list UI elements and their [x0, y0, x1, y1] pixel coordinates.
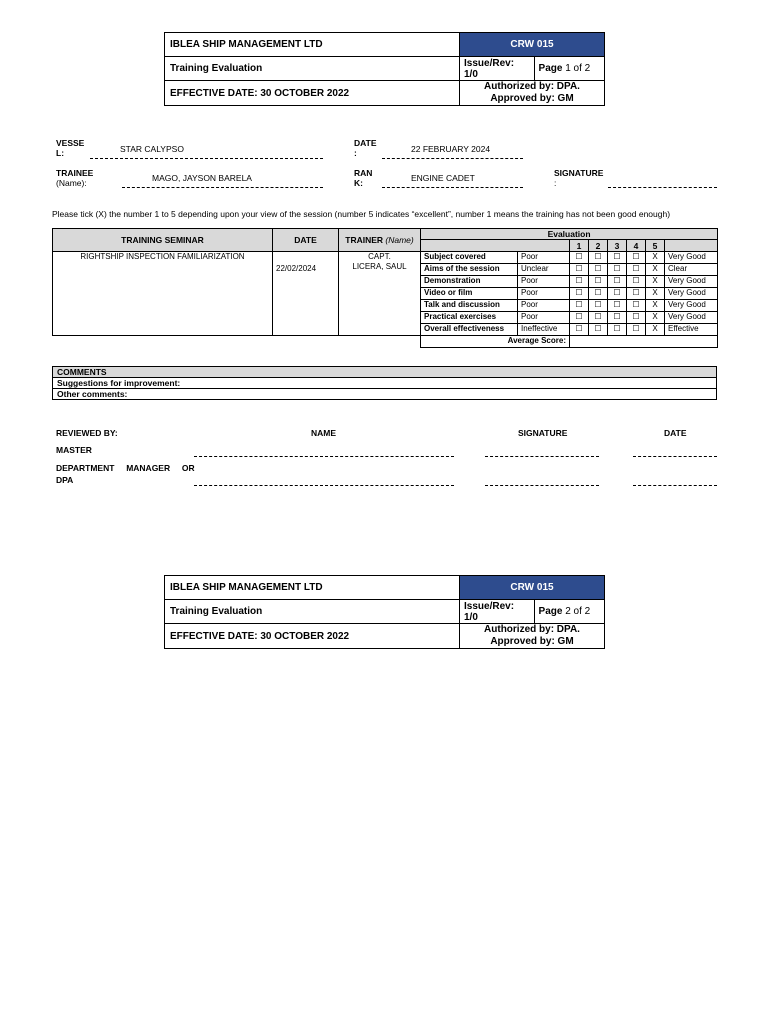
company-name-2: IBLEA SHIP MANAGEMENT LTD — [165, 576, 460, 600]
evaluation-table — [52, 228, 718, 348]
low-anchor: Ineffective — [518, 324, 570, 336]
rating-checkbox-3[interactable]: ☐ — [608, 300, 627, 312]
scale-5: 5 — [646, 240, 665, 252]
col-trainer: TRAINER (Name) — [339, 229, 421, 252]
rating-checkbox-4[interactable]: ☐ — [627, 276, 646, 288]
other-comments-field[interactable]: Other comments: — [53, 389, 717, 400]
company-name: IBLEA SHIP MANAGEMENT LTD — [165, 33, 460, 57]
scale-spacer-right — [665, 240, 718, 252]
criterion: Overall effectiveness — [421, 324, 518, 336]
date-value: 22 FEBRUARY 2024 — [411, 144, 491, 154]
rating-checkbox-4[interactable]: ☐ — [627, 252, 646, 264]
rating-checkbox-1[interactable]: ☐ — [570, 264, 589, 276]
signature-column-label: SIGNATURE — [518, 428, 568, 438]
signature-label: SIGNATURE : — [554, 168, 604, 188]
rating-checkbox-2[interactable]: ☐ — [589, 300, 608, 312]
average-score-value[interactable] — [570, 336, 718, 348]
low-anchor: Poor — [518, 276, 570, 288]
rating-checkbox-3[interactable]: ☐ — [608, 312, 627, 324]
reviewed-by-label: REVIEWED BY: — [56, 428, 118, 438]
rating-checkbox-2[interactable]: ☐ — [589, 312, 608, 324]
scale-1: 1 — [570, 240, 589, 252]
col-seminar: TRAINING SEMINAR — [53, 229, 273, 252]
scale-2: 2 — [589, 240, 608, 252]
high-anchor: Very Good — [665, 288, 718, 300]
criterion: Practical exercises — [421, 312, 518, 324]
comments-table — [52, 366, 717, 400]
trainee-label: TRAINEE (Name): — [56, 168, 94, 188]
rating-checkbox-5[interactable]: X — [646, 276, 665, 288]
suggestions-field[interactable]: Suggestions for improvement: — [53, 378, 717, 389]
page-indicator-2: Page 2 of 2 — [534, 600, 604, 624]
high-anchor: Very Good — [665, 252, 718, 264]
comments-heading: COMMENTS — [53, 367, 717, 378]
document-header-page-1 — [164, 32, 605, 106]
low-anchor: Poor — [518, 252, 570, 264]
vessel-value: STAR CALYPSO — [120, 144, 184, 154]
page-indicator: Page 1 of 2 — [534, 57, 604, 81]
rating-checkbox-4[interactable]: ☐ — [627, 312, 646, 324]
signature-line — [608, 187, 717, 188]
dept-name-line — [194, 485, 454, 486]
rank-value: ENGINE CADET — [411, 173, 475, 183]
department-manager-label: DEPARTMENT MANAGER OR DPA — [56, 463, 195, 485]
rating-checkbox-1[interactable]: ☐ — [570, 312, 589, 324]
issue-rev: Issue/Rev: 1/0 — [460, 57, 535, 81]
issue-rev-2: Issue/Rev: 1/0 — [460, 600, 535, 624]
rating-checkbox-1[interactable]: ☐ — [570, 252, 589, 264]
document-header-page-2 — [164, 575, 605, 649]
criterion: Aims of the session — [421, 264, 518, 276]
form-title: Training Evaluation — [165, 57, 460, 81]
rating-checkbox-3[interactable]: ☐ — [608, 252, 627, 264]
trainer-name: CAPT. LICERA, SAUL — [339, 252, 421, 336]
effective-date: EFFECTIVE DATE: 30 OCTOBER 2022 — [165, 81, 460, 106]
criterion: Video or film — [421, 288, 518, 300]
high-anchor: Clear — [665, 264, 718, 276]
seminar-name: RIGHTSHIP INSPECTION FAMILIARIZATION — [53, 252, 273, 336]
rating-checkbox-4[interactable]: ☐ — [627, 324, 646, 336]
rating-checkbox-5[interactable]: X — [646, 288, 665, 300]
rating-checkbox-1[interactable]: ☐ — [570, 276, 589, 288]
rating-checkbox-4[interactable]: ☐ — [627, 300, 646, 312]
dept-signature-line — [485, 485, 599, 486]
rating-checkbox-3[interactable]: ☐ — [608, 324, 627, 336]
authorization: Authorized by: DPA. Approved by: GM — [460, 81, 605, 106]
rating-checkbox-1[interactable]: ☐ — [570, 300, 589, 312]
rating-checkbox-1[interactable]: ☐ — [570, 324, 589, 336]
dept-date-line — [633, 485, 717, 486]
low-anchor: Poor — [518, 288, 570, 300]
vessel-label: VESSE L: — [56, 138, 85, 158]
col-evaluation: Evaluation — [421, 229, 718, 240]
document-code-2: CRW 015 — [460, 576, 605, 600]
rating-checkbox-5[interactable]: X — [646, 264, 665, 276]
rating-checkbox-3[interactable]: ☐ — [608, 288, 627, 300]
col-date: DATE — [273, 229, 339, 252]
master-label: MASTER — [56, 445, 92, 455]
criterion: Demonstration — [421, 276, 518, 288]
instructions: Please tick (X) the number 1 to 5 depending upon your view of the session (number 5 indicates “excellent”, number 1 means the training has not been good enough) — [52, 209, 671, 219]
rating-checkbox-5[interactable]: X — [646, 312, 665, 324]
rating-checkbox-5[interactable]: X — [646, 300, 665, 312]
rating-checkbox-2[interactable]: ☐ — [589, 276, 608, 288]
rank-line — [382, 187, 523, 188]
criterion: Subject covered — [421, 252, 518, 264]
low-anchor: Poor — [518, 300, 570, 312]
high-anchor: Effective — [665, 324, 718, 336]
vessel-line — [90, 158, 323, 159]
master-name-line — [194, 456, 454, 457]
rating-checkbox-2[interactable]: ☐ — [589, 288, 608, 300]
document-code: CRW 015 — [460, 33, 605, 57]
high-anchor: Very Good — [665, 300, 718, 312]
form-title-2: Training Evaluation — [165, 600, 460, 624]
rank-label: RAN K: — [354, 168, 373, 188]
rating-checkbox-2[interactable]: ☐ — [589, 264, 608, 276]
date-column-label: DATE — [664, 428, 687, 438]
authorization-2: Authorized by: DPA. Approved by: GM — [460, 624, 605, 649]
trainee-line — [122, 187, 323, 188]
rating-checkbox-4[interactable]: ☐ — [627, 288, 646, 300]
rating-checkbox-5[interactable]: X — [646, 324, 665, 336]
rating-checkbox-3[interactable]: ☐ — [608, 264, 627, 276]
date-label: DATE : — [354, 138, 377, 158]
rating-checkbox-2[interactable]: ☐ — [589, 252, 608, 264]
evaluation-row — [53, 252, 718, 264]
effective-date-2: EFFECTIVE DATE: 30 OCTOBER 2022 — [165, 624, 460, 649]
average-row — [53, 336, 718, 348]
seminar-date: 22/02/2024 — [273, 252, 339, 336]
criterion: Talk and discussion — [421, 300, 518, 312]
scale-3: 3 — [608, 240, 627, 252]
high-anchor: Very Good — [665, 276, 718, 288]
high-anchor: Very Good — [665, 312, 718, 324]
rating-checkbox-5[interactable]: X — [646, 252, 665, 264]
date-line — [382, 158, 523, 159]
low-anchor: Poor — [518, 312, 570, 324]
rating-checkbox-1[interactable]: ☐ — [570, 288, 589, 300]
master-date-line — [633, 456, 717, 457]
master-signature-line — [485, 456, 599, 457]
scale-spacer — [421, 240, 570, 252]
name-column-label: NAME — [311, 428, 337, 438]
low-anchor: Unclear — [518, 264, 570, 276]
rating-checkbox-2[interactable]: ☐ — [589, 324, 608, 336]
rating-checkbox-4[interactable]: ☐ — [627, 264, 646, 276]
trainee-value: MAGO, JAYSON BARELA — [152, 173, 252, 183]
scale-4: 4 — [627, 240, 646, 252]
rating-checkbox-3[interactable]: ☐ — [608, 276, 627, 288]
average-score-label: Average Score: — [421, 336, 570, 348]
